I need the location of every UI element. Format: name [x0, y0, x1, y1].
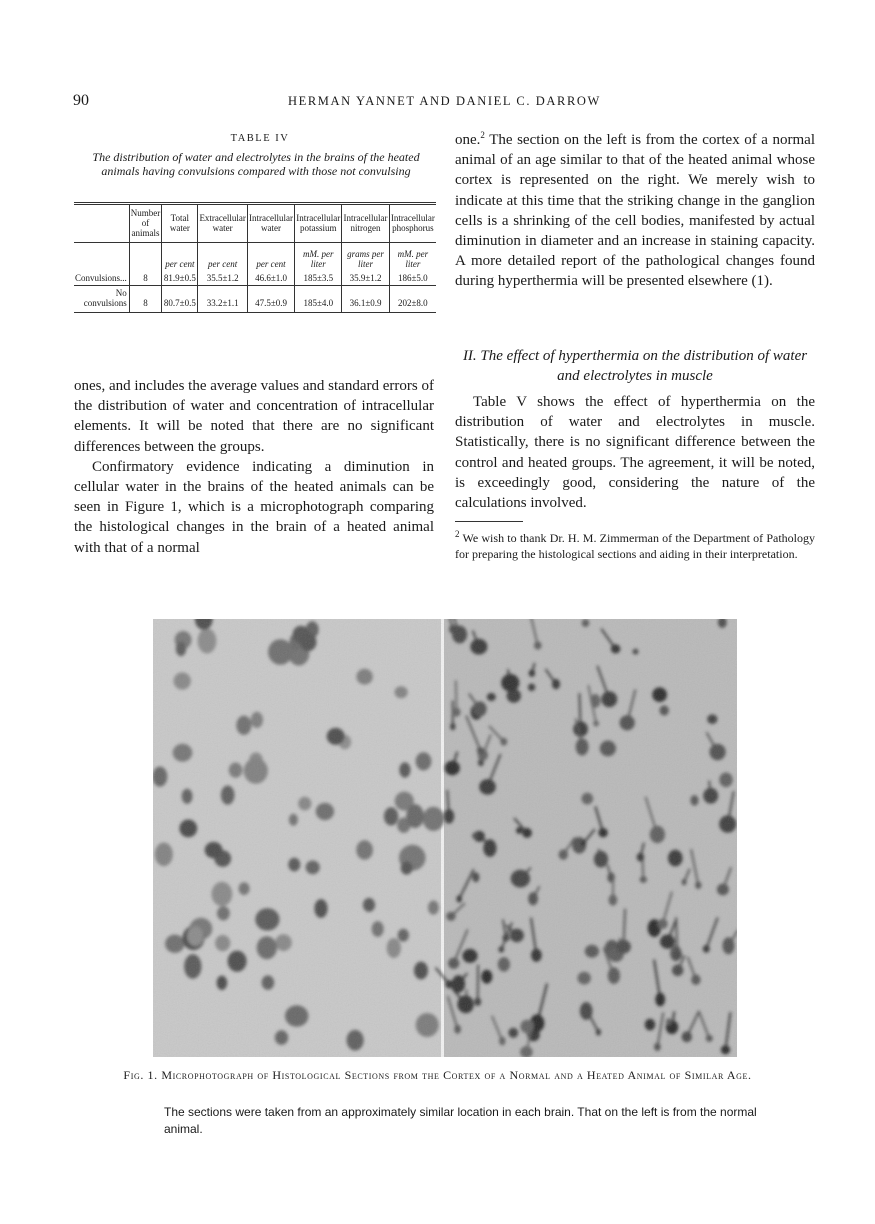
figure-note-text: The sections were taken from an approximately similar location in each brain. That on the left is from the normal animal. — [164, 1105, 757, 1136]
table-unit-cell: mM. per liter — [295, 243, 342, 272]
body-paragraph — [455, 130, 815, 292]
table-header-cell: Intracellular potassium — [295, 204, 342, 243]
table-header-cell — [74, 204, 129, 243]
figure-microphotograph — [153, 619, 737, 1057]
table-cell: 81.9±0.5 — [162, 271, 198, 286]
table-header-cell: Extracellular water — [198, 204, 247, 243]
table-units-row — [74, 243, 436, 272]
table-cell: 202±8.0 — [389, 286, 436, 313]
table-unit-cell: per cent — [247, 243, 294, 272]
footnote-text: We wish to thank Dr. H. M. Zimmerman of the Department of Pathology for preparing the histological sections and aiding in their interpretation. — [455, 531, 815, 561]
section-heading: II. The effect of hyperthermia on the distribution of water and electrolytes in muscle — [462, 348, 808, 384]
figure-caption: Fig. 1. Microphotograph of Histological Sections from the Cortex of a Normal and a Heated Animal of Similar Age. — [123, 1068, 752, 1082]
table-cell: 35.9±1.2 — [342, 271, 389, 286]
left-column-text — [74, 376, 434, 558]
table-cell: 185±3.5 — [295, 271, 342, 286]
table-unit-cell: mM. per liter — [389, 243, 436, 272]
body-paragraph: Confirmatory evidence indicating a diminution in cellular water in the brains of the heated animals can be seen in Figure 1, which is a microphotograph comparing the histological changes in the brain of a heated animal with that of a normal — [74, 458, 434, 556]
table-cell: 47.5±0.9 — [247, 286, 294, 313]
table-cell: 35.5±1.2 — [198, 271, 247, 286]
table-cell: 80.7±0.5 — [162, 286, 198, 313]
table-unit-cell: grams per liter — [342, 243, 389, 272]
table-unit-cell — [74, 243, 129, 272]
page-number: 90 — [73, 92, 89, 109]
paragraph-text: The section on the left is from the cortex of a normal animal of an age similar to that of the heated animal whose cortex is represented on the right. We merely wish to indicate at this time that the striking change in the ganglion cells is a shrinking of the cell bodies, manifested by actual diminution in diameter and an increase in staining capacity. A more detailed report of the pathological changes found during hyperthermia will be presented elsewhere (1). — [455, 132, 815, 290]
footnote-divider — [455, 521, 523, 522]
table-row — [74, 271, 436, 286]
table-label: TABLE IV — [230, 133, 290, 144]
table-cell: 8 — [129, 286, 162, 313]
body-paragraph: Table V shows the effect of hyperthermia on the distribution of water and electrolytes in muscle. Statistically, there is no significant difference between the control and heated groups. The agreement, it will be noted, is exceedingly good, considering the nature of the calculations involved. — [455, 394, 815, 512]
table-row-label: No convulsions — [74, 286, 129, 313]
table-header-cell: Total water — [162, 204, 198, 243]
table-cell: 186±5.0 — [389, 271, 436, 286]
footnote-marker: 2 — [455, 529, 460, 539]
right-column-text-continued — [455, 392, 815, 513]
figure-note — [164, 1104, 764, 1138]
table-unit-cell: per cent — [162, 243, 198, 272]
table-caption: The distribution of water and electrolytes in the brains of the heated animals having convulsions compared with those not convulsing — [92, 150, 420, 178]
table-cell: 8 — [129, 271, 162, 286]
table-cell: 33.2±1.1 — [198, 286, 247, 313]
table-row — [74, 286, 436, 313]
body-paragraph: ones, and includes the average values and standard errors of the distribution of water and concentration of intracellular elements. It will be noted that there are no significant differences between the groups. — [74, 378, 434, 455]
table-header-cell: Intracellular phosphorus — [389, 204, 436, 243]
footnote — [455, 530, 815, 562]
table-cell: 36.1±0.9 — [342, 286, 389, 313]
right-column-text — [455, 130, 815, 292]
table-cell: 185±4.0 — [295, 286, 342, 313]
table-unit-cell: per cent — [198, 243, 247, 272]
table-header-cell: Intracellular nitrogen — [342, 204, 389, 243]
table-row-label: Convulsions... — [75, 273, 127, 283]
table-cell: 46.6±1.0 — [247, 271, 294, 286]
footnote-marker: 2 — [480, 130, 485, 140]
table-unit-cell — [129, 243, 162, 272]
running-head: HERMAN YANNET AND DANIEL C. DARROW — [288, 94, 601, 108]
table-header-cell: Intracellular water — [247, 204, 294, 243]
paragraph-lead: one. — [455, 132, 481, 148]
table-header-row — [74, 204, 436, 243]
table-header-cell: Number of animals — [129, 204, 162, 243]
data-table — [74, 202, 436, 313]
